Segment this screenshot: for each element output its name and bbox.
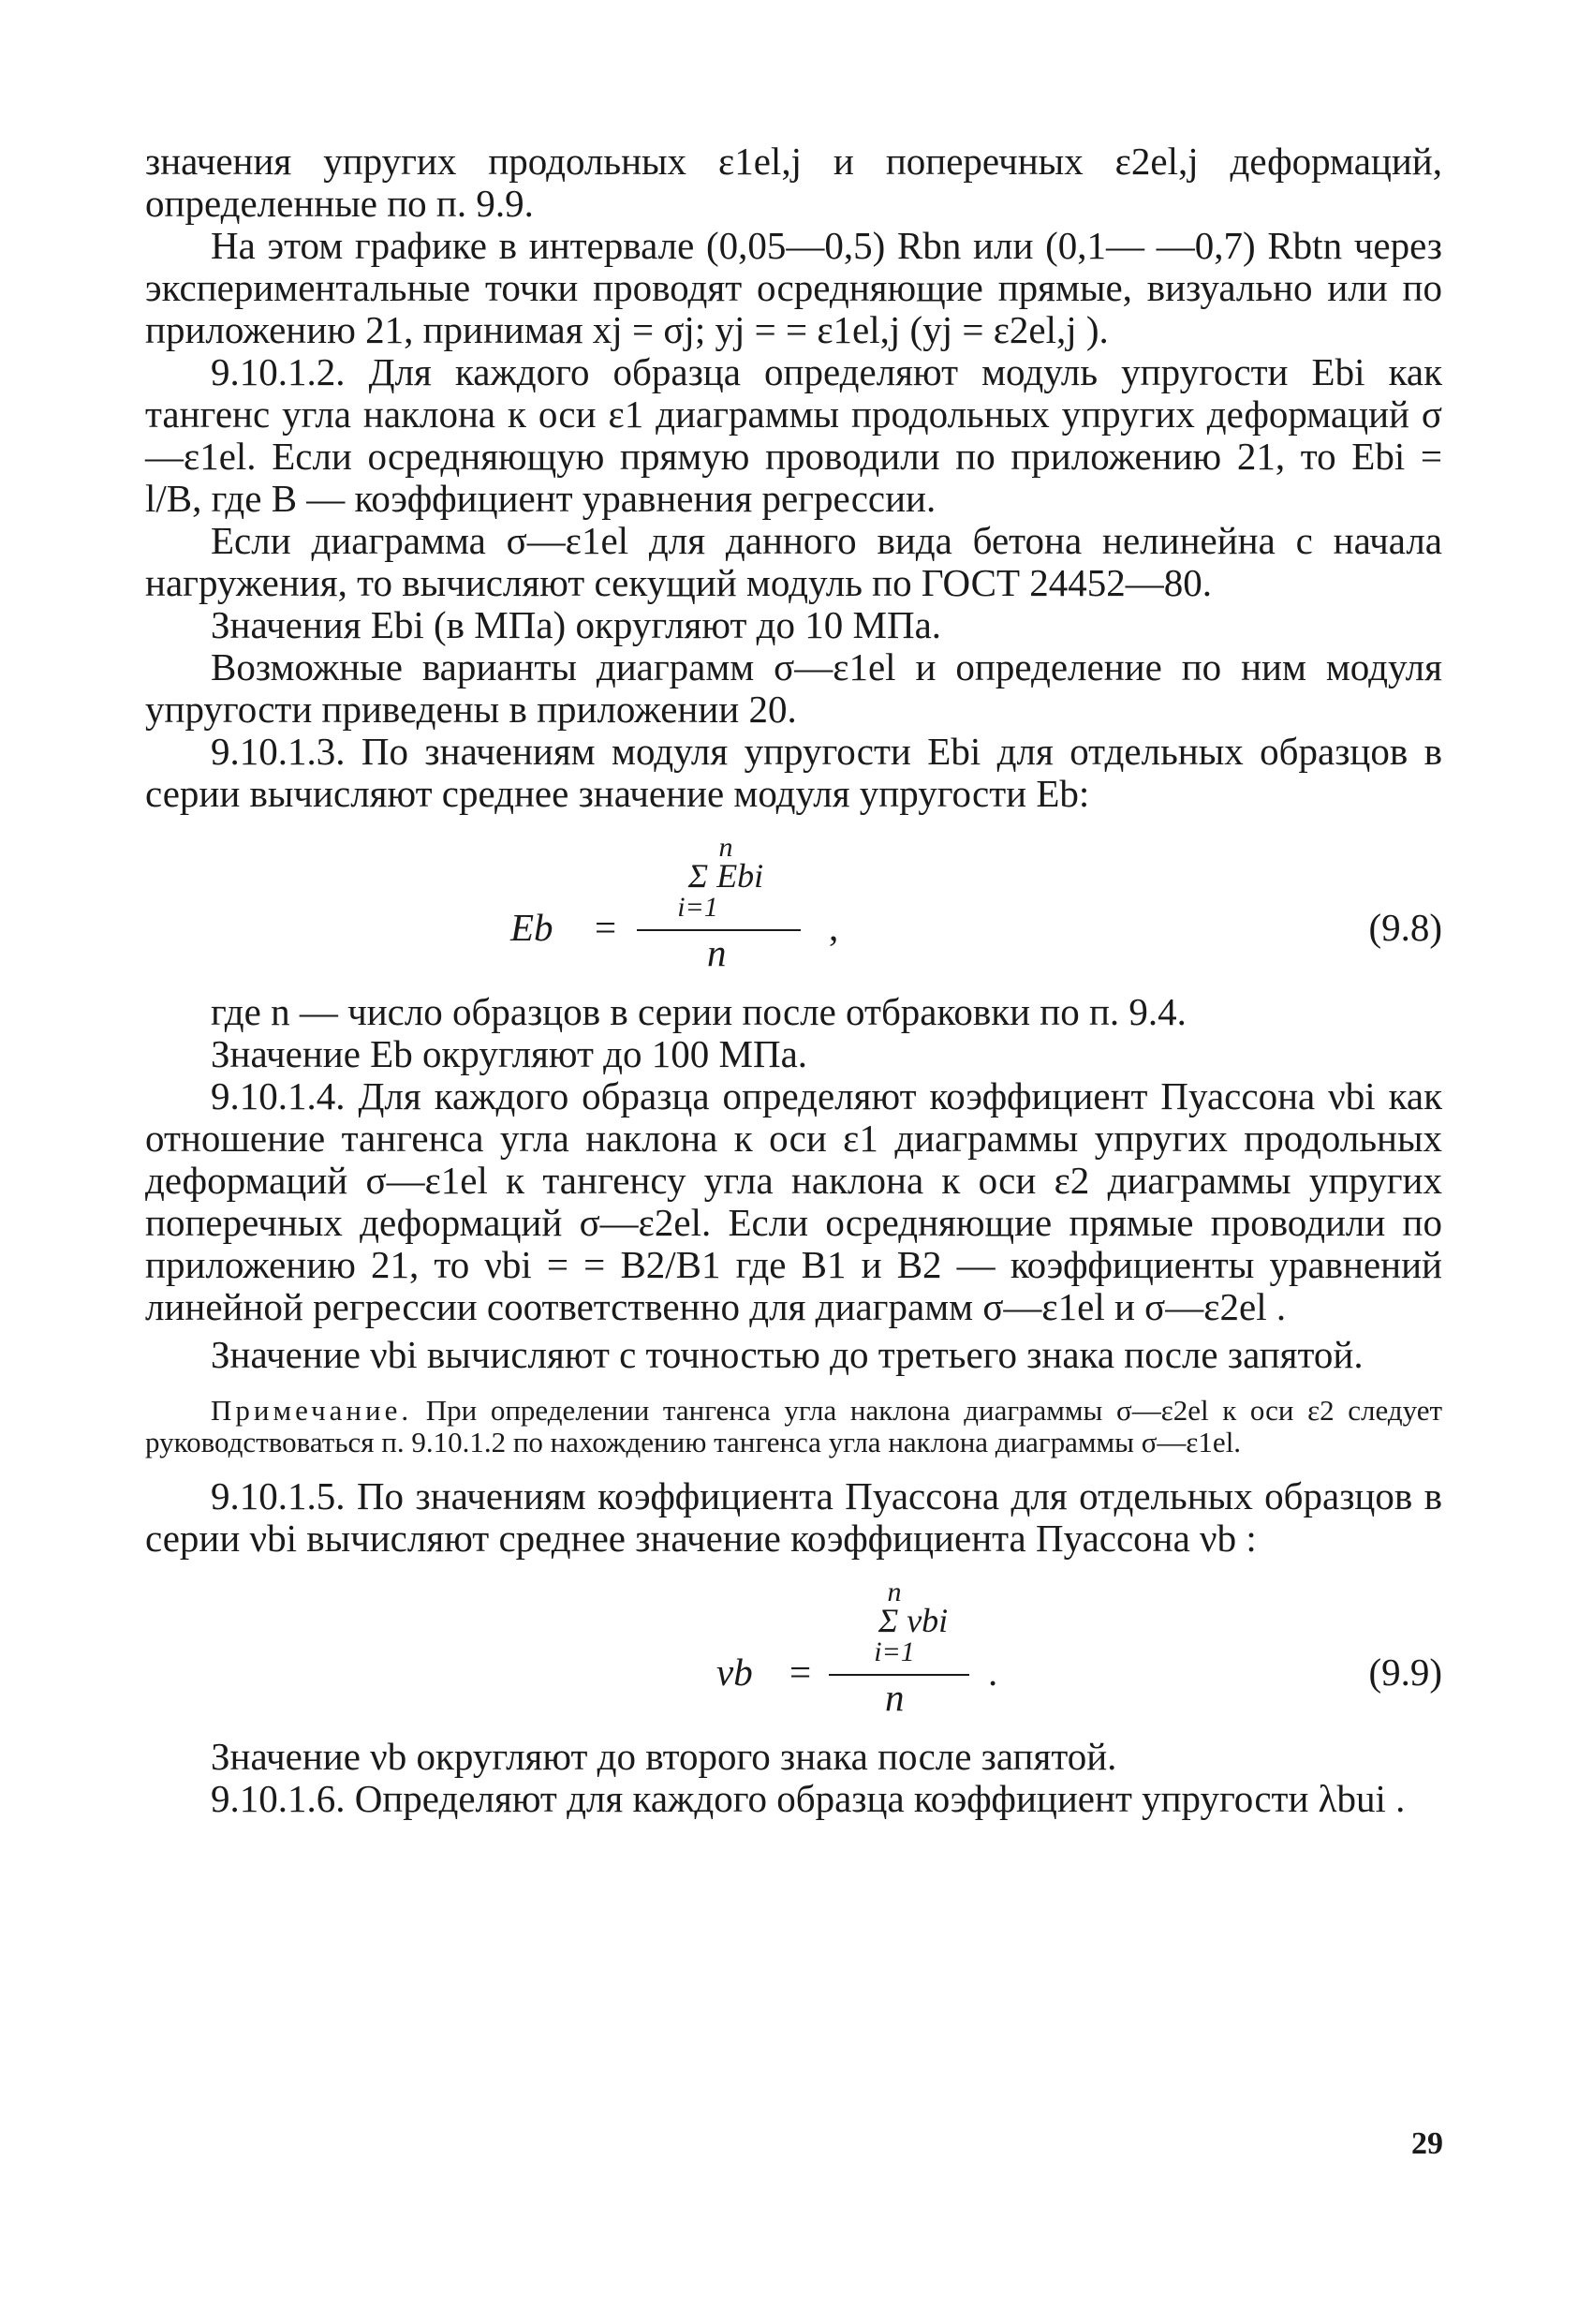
paragraph-p5: Значения Ebi (в МПа) округляют до 10 МПа. <box>211 603 942 646</box>
note-lead: Примечание. <box>211 1394 413 1427</box>
formula-9-9-equals: = <box>789 1650 812 1694</box>
paragraph-p1: значения упругих продольных ε1el,j и поперечных ε2el,j деформаций, определенные по п. 9.9. <box>145 140 1442 225</box>
paragraph-p2: На этом графике в интервале (0,05—0,5) Rbn или (0,1— —0,7) Rbtn через экспериментальные точки проводят осредняющие прямые, визуально или по приложению 21, принимая xj = σj; yj = = ε1el,j (yj = ε2el,j ). <box>145 224 1442 351</box>
paragraph-p4: Если диаграмма σ—ε1el для данного вида бетона нелинейна с начала нагружения, то вычисляют секущий модуль по ГОСТ 24452—80. <box>145 519 1442 604</box>
formula-9-9-sum-top: n <box>887 1576 902 1607</box>
paragraph-9-10-1-6: 9.10.1.6. Определяют для каждого образца коэффициент упругости λbui . <box>211 1777 1406 1820</box>
formula-9-8 <box>145 834 1442 984</box>
formula-9-8-sum-bottom: i=1 <box>677 892 718 923</box>
formula-9-8-equals: = <box>595 906 617 949</box>
formula-9-8-sum-symbol: Σ Ebi <box>687 857 764 895</box>
formula-9-8-number: (9.8) <box>1368 906 1442 949</box>
formula-9-8-punct: , <box>829 906 839 949</box>
paragraph-p11: Значение νbi вычисляют с точностью до третьего знака после запятой. <box>211 1333 1364 1376</box>
formula-9-9-sum-symbol: Σ νbi <box>878 1602 949 1639</box>
formula-9-8-sum-top: n <box>718 832 733 863</box>
formula-9-9-number: (9.9) <box>1368 1650 1442 1694</box>
formula-9-9-lhs: νb <box>716 1650 753 1694</box>
paragraph-p8: где n — число образцов в серии после отбраковки по п. 9.4. <box>211 990 1187 1033</box>
formula-9-9-sum-bottom: i=1 <box>874 1636 915 1667</box>
paragraph-9-10-1-5: 9.10.1.5. По значениям коэффициента Пуассона для отдельных образцов в серии νbi вычисляют среднее значение коэффициента Пуассона νb : <box>145 1474 1442 1560</box>
paragraph-9-10-1-2: 9.10.1.2. Для каждого образца определяют модуль упругости Ebi как тангенс угла наклона к оси ε1 диаграммы продольных упругих деформаций σ—ε1el. Если осредняющую прямую проводили по приложению 21, то Ebi = l/B, где B — коэффициент уравнения регрессии. <box>145 350 1442 520</box>
formula-9-8-denominator: n <box>707 931 727 974</box>
formula-9-9-punct: . <box>988 1650 998 1694</box>
paragraph-9-10-1-4: 9.10.1.4. Для каждого образца определяют коэффициент Пуассона νbi как отношение тангенса угла наклона к оси ε1 диаграммы упругих продольных деформаций σ—ε1el к тангенсу угла наклона к оси ε2 диаграммы упругих поперечных деформаций σ—ε2el. Если осредняющие прямые проводили по приложению 21, то νbi = = B2/B1 где B1 и B2 — коэффициенты уравнений линейной регрессии соответственно для диаграмм σ—ε1el и σ—ε2el . <box>145 1074 1442 1328</box>
formula-9-9 <box>145 1578 1442 1728</box>
formula-9-8-lhs: Eb <box>510 906 553 949</box>
note-block <box>145 1395 1442 1458</box>
formula-9-9-denominator: n <box>885 1676 905 1719</box>
paragraph-p9: Значение Eb округляют до 100 МПа. <box>211 1032 808 1075</box>
paragraph-9-10-1-3: 9.10.1.3. По значениям модуля упругости Ebi для отдельных образцов в серии вычисляют среднее значение модуля упругости Eb: <box>145 730 1442 815</box>
paragraph-p13: Значение νb округляют до второго знака после запятой. <box>211 1735 1117 1778</box>
page-number: 29 <box>1411 2126 1443 2161</box>
note-text: При определении тангенса угла наклона диаграммы σ—ε2el к оси ε2 следует руководствоваться п. 9.10.1.2 по нахождению тангенса угла наклона диаграммы σ—ε1el. <box>145 1394 1442 1458</box>
paragraph-p6: Возможные варианты диаграмм σ—ε1el и определение по ним модуля упругости приведены в приложении 20. <box>145 645 1442 731</box>
page-body <box>145 141 1442 1820</box>
